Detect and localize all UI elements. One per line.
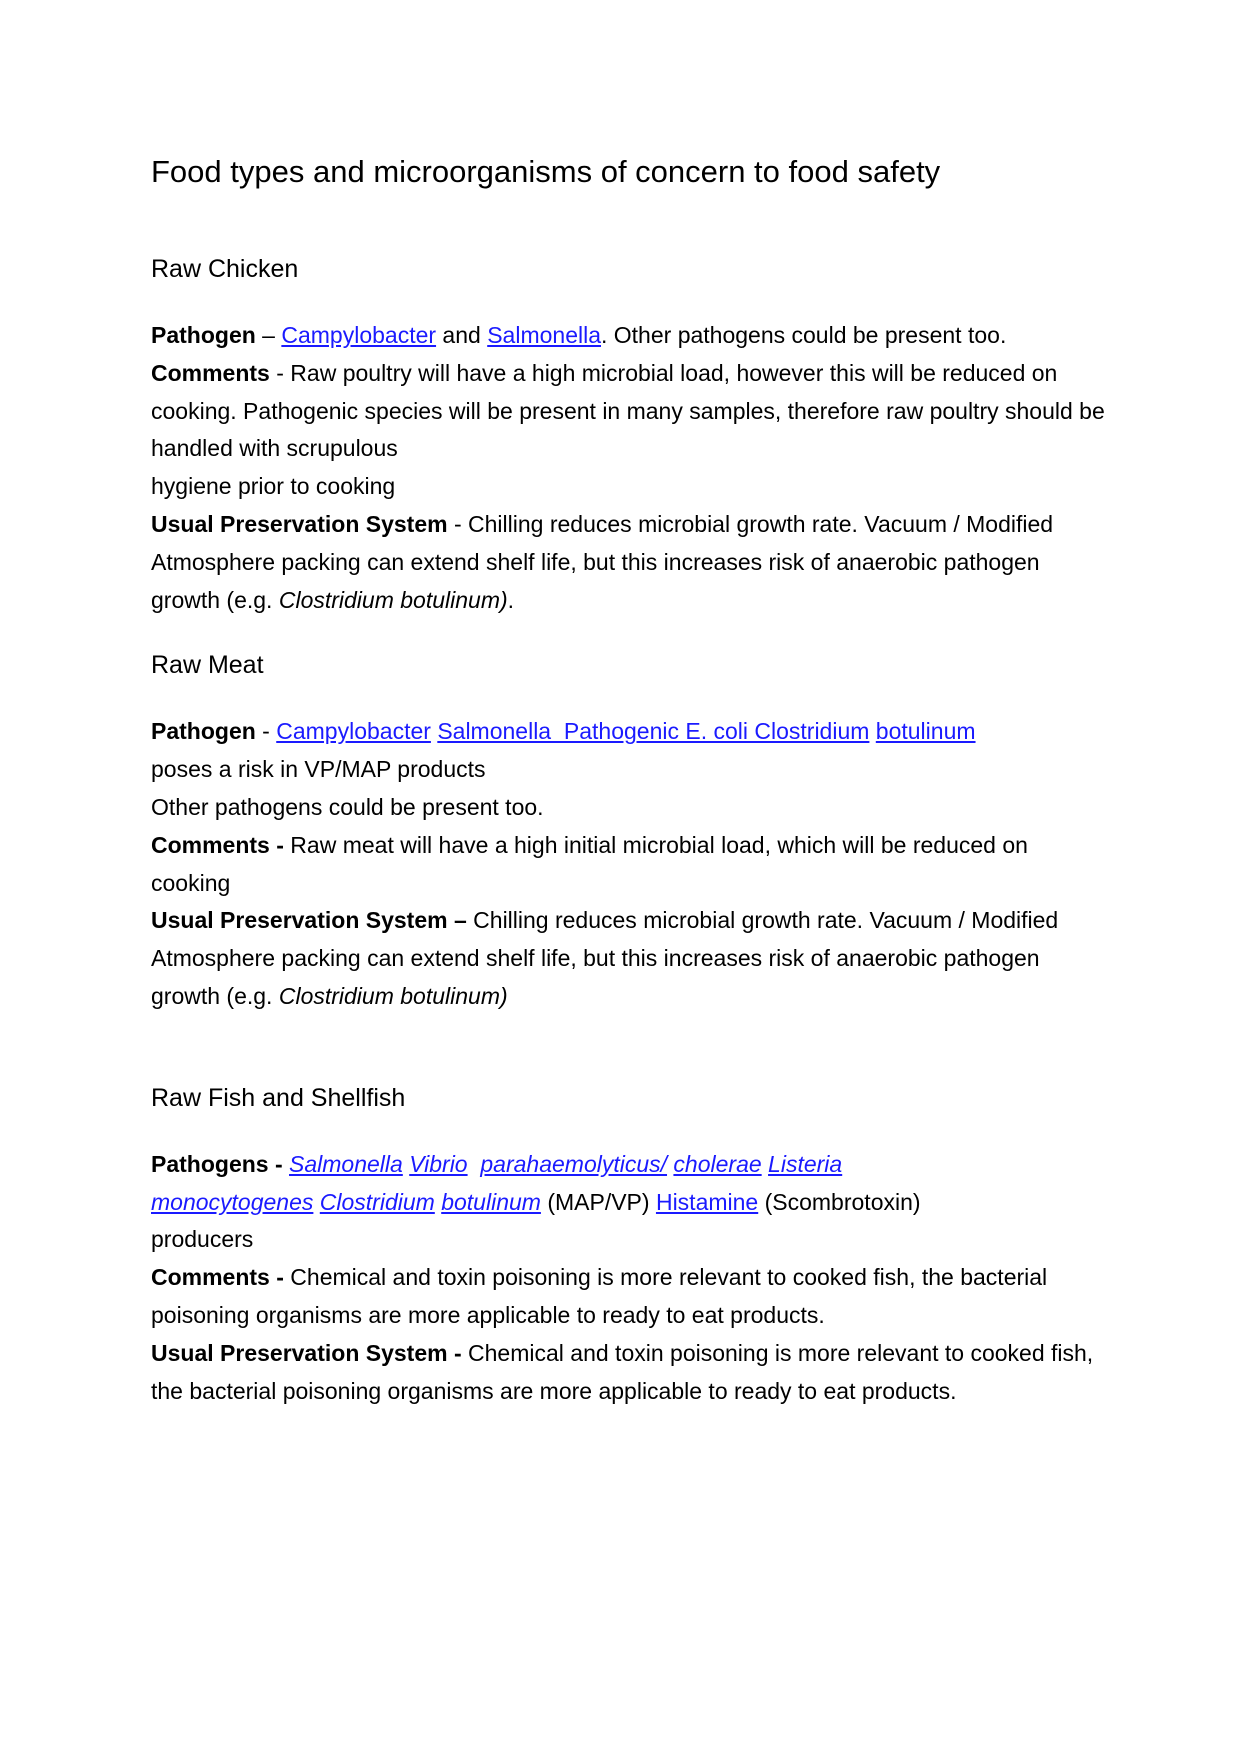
salmonella-link[interactable]: Salmonella bbox=[289, 1150, 403, 1177]
botulinum-link[interactable]: botulinum bbox=[875, 718, 976, 745]
histamine-link[interactable]: Histamine bbox=[655, 1188, 759, 1215]
preservation-text: Chemical and toxin poisoning is more relevant to cooked fish, the bacterial poisoning organisms are more applicable to ready to eat products. bbox=[151, 1339, 1094, 1404]
other-pathogens-text: Other pathogens could be present too. bbox=[151, 793, 544, 820]
comments-text-continued: hygiene prior to cooking bbox=[151, 473, 396, 500]
preservation-label: Usual Preservation System – bbox=[151, 907, 467, 934]
meat-comments-paragraph bbox=[151, 827, 1111, 903]
pathogen-label: Pathogen bbox=[151, 718, 256, 745]
campylobacter-link[interactable]: Campylobacter bbox=[276, 718, 431, 745]
meat-preservation-paragraph bbox=[151, 902, 1111, 1015]
vp-map-risk-text: poses a risk in VP/MAP products bbox=[151, 756, 486, 783]
map-vp-text: (MAP/VP) bbox=[540, 1188, 656, 1215]
preservation-text: - Chilling reduces microbial growth rate. Vacuum / Modified Atmosphere packing can extend shelf life, but this increases risk of anaerobic pathogen growth (e.g. bbox=[151, 510, 1054, 613]
comments-text: Raw meat will have a high initial microbial load, which will be reduced on cooking bbox=[151, 831, 1028, 896]
chicken-pathogen-paragraph bbox=[151, 317, 1111, 355]
comments-label: Comments bbox=[151, 359, 270, 386]
connector-text: and bbox=[436, 322, 488, 348]
comments-text: Chemical and toxin poisoning is more relevant to cooked fish, the bacterial poisoning organisms are more applicable to ready to eat products. bbox=[151, 1264, 1048, 1328]
fish-preservation-paragraph bbox=[151, 1335, 1111, 1411]
preservation-organism: Clostridium botulinum) bbox=[278, 982, 508, 1009]
preservation-text: Chilling reduces microbial growth rate. Vacuum / Modified Atmosphere packing can extend shelf life, but this increases risk of anaerobic pathogen growth (e.g. bbox=[151, 907, 1059, 1009]
parahaemolyticus-link[interactable]: parahaemolyticus/ bbox=[480, 1150, 668, 1177]
preservation-label: Usual Preservation System bbox=[151, 510, 448, 537]
section-heading-raw-chicken: Raw Chicken bbox=[151, 255, 299, 283]
fish-comments-paragraph bbox=[151, 1259, 1111, 1335]
meat-pathogen-paragraph bbox=[151, 713, 1111, 826]
section-raw-meat bbox=[151, 713, 1111, 1015]
botulinum-link[interactable]: botulinum bbox=[441, 1188, 541, 1215]
section-raw-fish-shellfish bbox=[151, 1146, 1111, 1411]
preservation-end: . bbox=[507, 586, 515, 613]
section-raw-chicken bbox=[151, 317, 1111, 619]
comments-label: Comments - bbox=[151, 1264, 284, 1291]
comments-text: - Raw poultry will have a high microbial load, however this will be reduced on cooking. Pathogenic species will be present in many samples, therefore raw poultry should be handled with scrupulous bbox=[151, 359, 1105, 462]
separator-text: – bbox=[255, 322, 282, 348]
chicken-preservation-paragraph bbox=[151, 506, 1111, 619]
separator-text: - bbox=[255, 718, 277, 745]
monocytogenes-link[interactable]: monocytogenes bbox=[151, 1188, 314, 1215]
salmonella-link[interactable]: Salmonella bbox=[487, 322, 601, 348]
clostridium-link[interactable]: Clostridium bbox=[319, 1188, 435, 1215]
scombrotoxin-text: (Scombrotoxin) bbox=[758, 1188, 921, 1215]
preservation-organism: Clostridium botulinum) bbox=[278, 586, 508, 613]
document-title: Food types and microorganisms of concern to food safety bbox=[151, 154, 941, 189]
chicken-comments-paragraph bbox=[151, 355, 1111, 506]
comments-label: Comments - bbox=[151, 831, 284, 858]
vibrio-link[interactable]: Vibrio bbox=[409, 1150, 468, 1177]
pathogen-label: Pathogen bbox=[151, 322, 256, 348]
campylobacter-link[interactable]: Campylobacter bbox=[281, 322, 437, 348]
producers-text: producers bbox=[151, 1226, 254, 1253]
listeria-link[interactable]: Listeria bbox=[768, 1150, 843, 1177]
salmonella-ecoli-clostridium-link[interactable]: Salmonella Pathogenic E. coli Clostridium bbox=[437, 718, 870, 745]
document-page bbox=[151, 150, 1111, 1410]
section-heading-raw-meat: Raw Meat bbox=[151, 651, 264, 680]
cholerae-link[interactable]: cholerae bbox=[673, 1150, 762, 1177]
pathogens-label: Pathogens - bbox=[151, 1150, 283, 1177]
fish-pathogen-paragraph bbox=[151, 1146, 1111, 1259]
preservation-label: Usual Preservation System - bbox=[151, 1339, 462, 1366]
section-heading-raw-fish-shellfish: Raw Fish and Shellfish bbox=[151, 1083, 406, 1112]
pathogen-note: . Other pathogens could be present too. bbox=[601, 322, 1007, 348]
